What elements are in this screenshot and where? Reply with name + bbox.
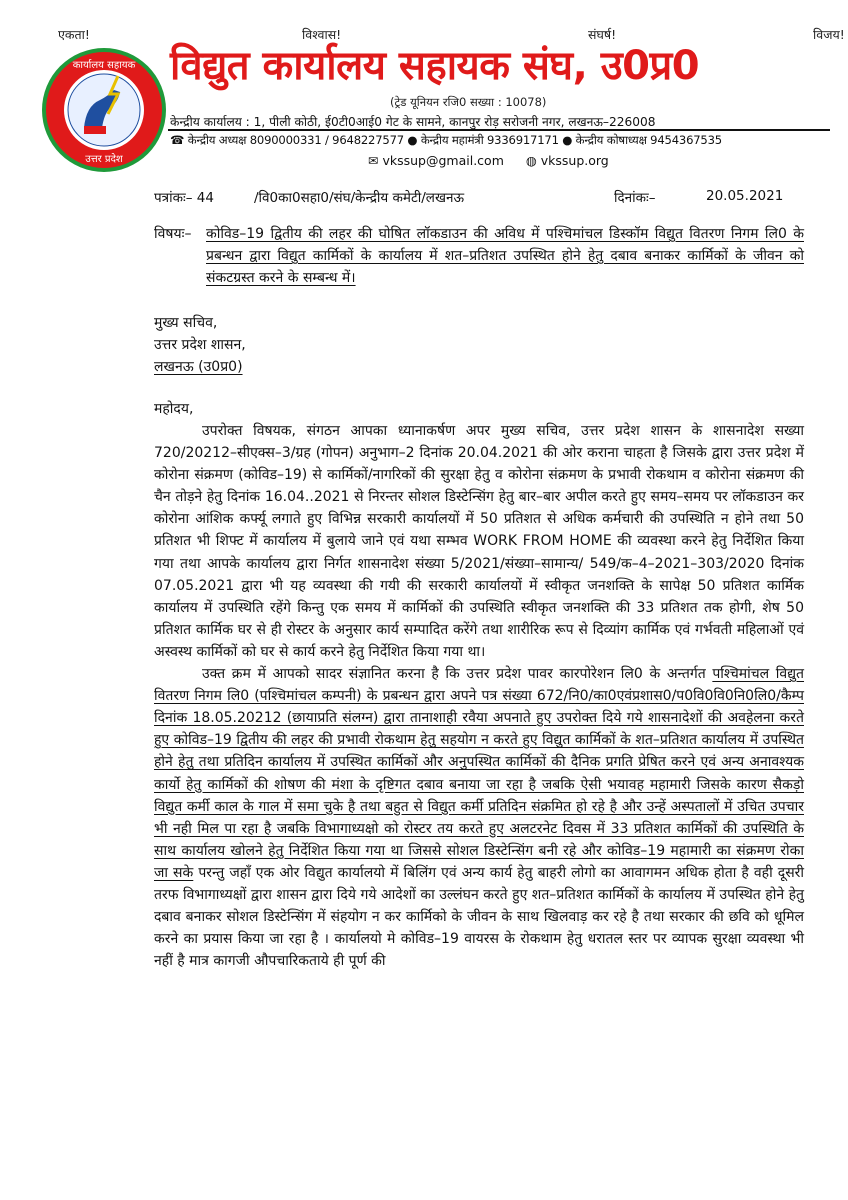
addressee-office: उत्तर प्रदेश शासन, [154,337,246,353]
subject-text: कोविड–19 द्वितीय की लहर की घोषित लॉकडाउन की अविध में पश्चिमांचल डिस्कॉम विद्युत वितरण निगम लि0 के प्रबन्धन द्वारा विद्युत कार्मिकों के कार्यालय में शत–प्रतिशत उपस्थित होने हेतु दबाव बनाकर कार्मिकों के जीवन को संकटग्रस्त करने के सम्बन्ध में। [206,226,804,286]
slogan-trust: विश्वास! [302,27,342,42]
para2-start: उक्त क्रम में आपको सादर संज्ञानित करना है कि उत्तर प्रदेश पावर कारपोरेशन लि0 के अन्तर्गत [202,666,706,683]
letter-number: पत्रांकः– 44 [154,190,214,206]
registration-number: (ट्रेड यूनियन रजि0 सख्या : 10078) [390,95,547,109]
letter-body [154,420,804,972]
union-logo [40,46,168,174]
website-link[interactable]: vkssup.org [540,153,609,168]
date-label: दिनांकः– [614,190,656,206]
addressee-city: लखनऊ (उ0प्र0) [154,359,243,375]
department-reference: /वि0का0सहा0/संघ/केन्द्रीय कमेटी/लखनऊ [254,190,465,206]
contact-numbers [170,133,722,148]
addressee-block [154,312,246,378]
reference-line [154,188,808,208]
salutation: महोदय, [154,401,194,417]
addressee-designation: मुख्य सचिव, [154,315,218,331]
slogan-unity: एकता! [58,27,90,42]
email-link[interactable]: vkssup@gmail.com [382,153,504,168]
body-paragraph-1: उपरोक्त विषयक, संगठन आपका ध्यानाकर्षण अपर मुख्य सचिव, उत्तर प्रदेश शासन के शासनादेश सख्या 720/20212–सीएक्स–3/ग्रह (गोपन) अनुभाग–2 दिनांक 20.04.2021 की ओर कराना चाहता है जिसके द्वारा उत्तर प्रदेश में कोरोना संक्रमण (कोविड–19) से कार्मिकों/नागरिकों की सुरक्षा हेतु व कोरोना संक्रमण के प्रभावी रोकथाम व कोरोना संक्रमण की चैन तोड़ने हेतु दिनांक 16.04..2021 से निरन्तर सोशल डिस्टेन्सिंग हेतु बार–बार अपील करते हुए समय–समय पर लॉकडाउन कर कोरोना आंशिक कर्फ्यू लगाते हुए विभिन्न सरकारी कार्यालयों में 50 प्रतिशत से अधिक कर्मचारी की उपस्थिति न होने तथा 50 प्रतिशत भी शिफ्ट में कार्यालय में बुलाये जाने एवं यथा सम्भव WORK FROM HOME की व्यवस्था करने हेतु निर्देशित किया गया तथा आपके कार्यालय द्वारा निर्गत शासनादेश संख्या 5/2021/संख्या–सामान्य/ 549/क–4–2021–303/2020 दिनांक 07.05.2021 द्वारा भी यह व्यवस्था की गयी की सरकारी कार्यालयों में स्वीकृत जनशक्ति के सापेक्ष 50 प्रतिशत कार्मिक कार्यालय में उपस्थिति रहेंगे किन्तु एक समय में कार्मिकों की उपस्थिति स्वीकृत जनशक्ति की 33 प्रतिशत तक होगी, शेष 50 प्रतिशत कार्मिक घर से ही रोस्टर के अनुसार कार्य सम्पादित करेंगे तथा शारीरिक रूप से दिव्यांग कार्मिक एवं गर्भवती महिलाओं एवं अस्वस्थ कार्मिकों को घर से कार्य करने हेतु निर्देशित किया गया था। [154,423,804,660]
email-icon: ✉ [368,153,379,168]
logo-text-top: कार्यालय सहायक [72,60,136,71]
slogan-struggle: संघर्ष! [588,27,617,42]
logo-text-bottom: उत्तर प्रदेश [85,154,123,165]
para2-underlined: पश्चिमांचल विद्युत वितरण निगम लि0 (पश्चिमांचल कम्पनी) के प्रबन्धन द्वारा अपने पत्र संख्या 672/नि0/का0एवंप्रशास0/प0वि0वि0नि0लि0/कैम्प दिनांक 18.05.20212 (छायाप्रति संलग्न) द्वारा तानाशाही रवैया अपनाते हुए उपरोक्त दिये गये शासनादेशों की अवहेलना करते हुए कोविड–19 द्वितीय की लहर की प्रभावी रोकथाम हेतु सहयोग न करते हुए विद्युत कार्मिकों के शत–प्रतिशत कार्यालय में उपस्थित होने हेतु तथा प्रतिदिन कार्यालय में उपस्थित कार्मिकों और अनुपस्थित कार्मिकों की दैनिक प्रगति प्रेषित करने एवं अन्य अनावश्यक कार्यो हेतु कार्मिकों की शोषण की मंशा के दृष्टिगत दबाव बनाया जा रहा है जबकि ऐसी भयावह महामारी जिसके कारण सैकड़ो विद्युत कर्मी काल के गाल में समा चुके है तथा बहुत से विद्युत कर्मी प्रतिदिन संक्रमित हो रहे है और उन्हें अस्पतालों में उचित उपचार भी नही मिल पा रहा है जबकि विभागाध्यक्षो को रोस्टर तय करते हुए अलटरनेट दिवस में 33 प्रतिशत कार्मिकों की उपस्थिति के साथ कार्यालय खोलने हेतु निर्देशित किया गया था जिससे सोशल डिस्टेन्सिंग बनी रहे और कोविड–19 महामारी का संक्रमण रोका जा सके [154,666,805,881]
slogan-victory: विजय! [813,27,845,42]
contact-text: केन्द्रीय अध्यक्ष 8090000331 / 9648227577 ● केन्द्रीय महामंत्री 9336917171 ● केन्द्रीय कोषाध्यक्ष 9454367535 [187,133,722,147]
body-paragraph-2 [154,663,804,972]
phone-icon: ☎ [170,133,188,147]
email-website-line [368,153,609,168]
subject-label: विषयः– [154,226,192,242]
organization-name: विद्युत कार्यालय सहायक संघ, उ0प्र0 [170,43,700,89]
subject-block [154,223,804,289]
date-value: 20.05.2021 [706,188,784,204]
para2-rest: परन्तु जहॉं एक ओर विद्युत कार्यालयो में बिलिंग एवं अन्य कार्य हेतु बाहरी लोगो का आवागमन अधिक होता है वही दूसरी तरफ विभागाध्यक्षों द्वारा शासन द्वारा दिये गये आदेशों का उल्लंघन करते हुए शत–प्रतिशत कार्मिकों के कार्यालय में उपस्थित होने हेतु दबाव बनाकर सोशल डिस्टेन्सिंग में संहयोग न कर कार्मिको के जीवन के साथ खिलवाड़ कर रहे है तथा सरकार की छवि को धूमिल करने का प्रयास किया जा रहा है । कार्यालयो मे कोविड–19 वायरस के रोकथाम हेतु धरातल स्तर पर व्यापक सुरक्षा व्यवस्था भी नहीं है मात्र कागजी औपचारिकताये ही पूर्ण की [154,864,805,970]
office-address: केन्द्रीय कार्यालय : 1, पीली कोठी, ई0टी0आई0 गेट के सामने, कानपुर रोड़ सरोजनी नगर, लखनऊ–226008 [170,115,656,129]
globe-icon: ◍ [525,153,537,168]
